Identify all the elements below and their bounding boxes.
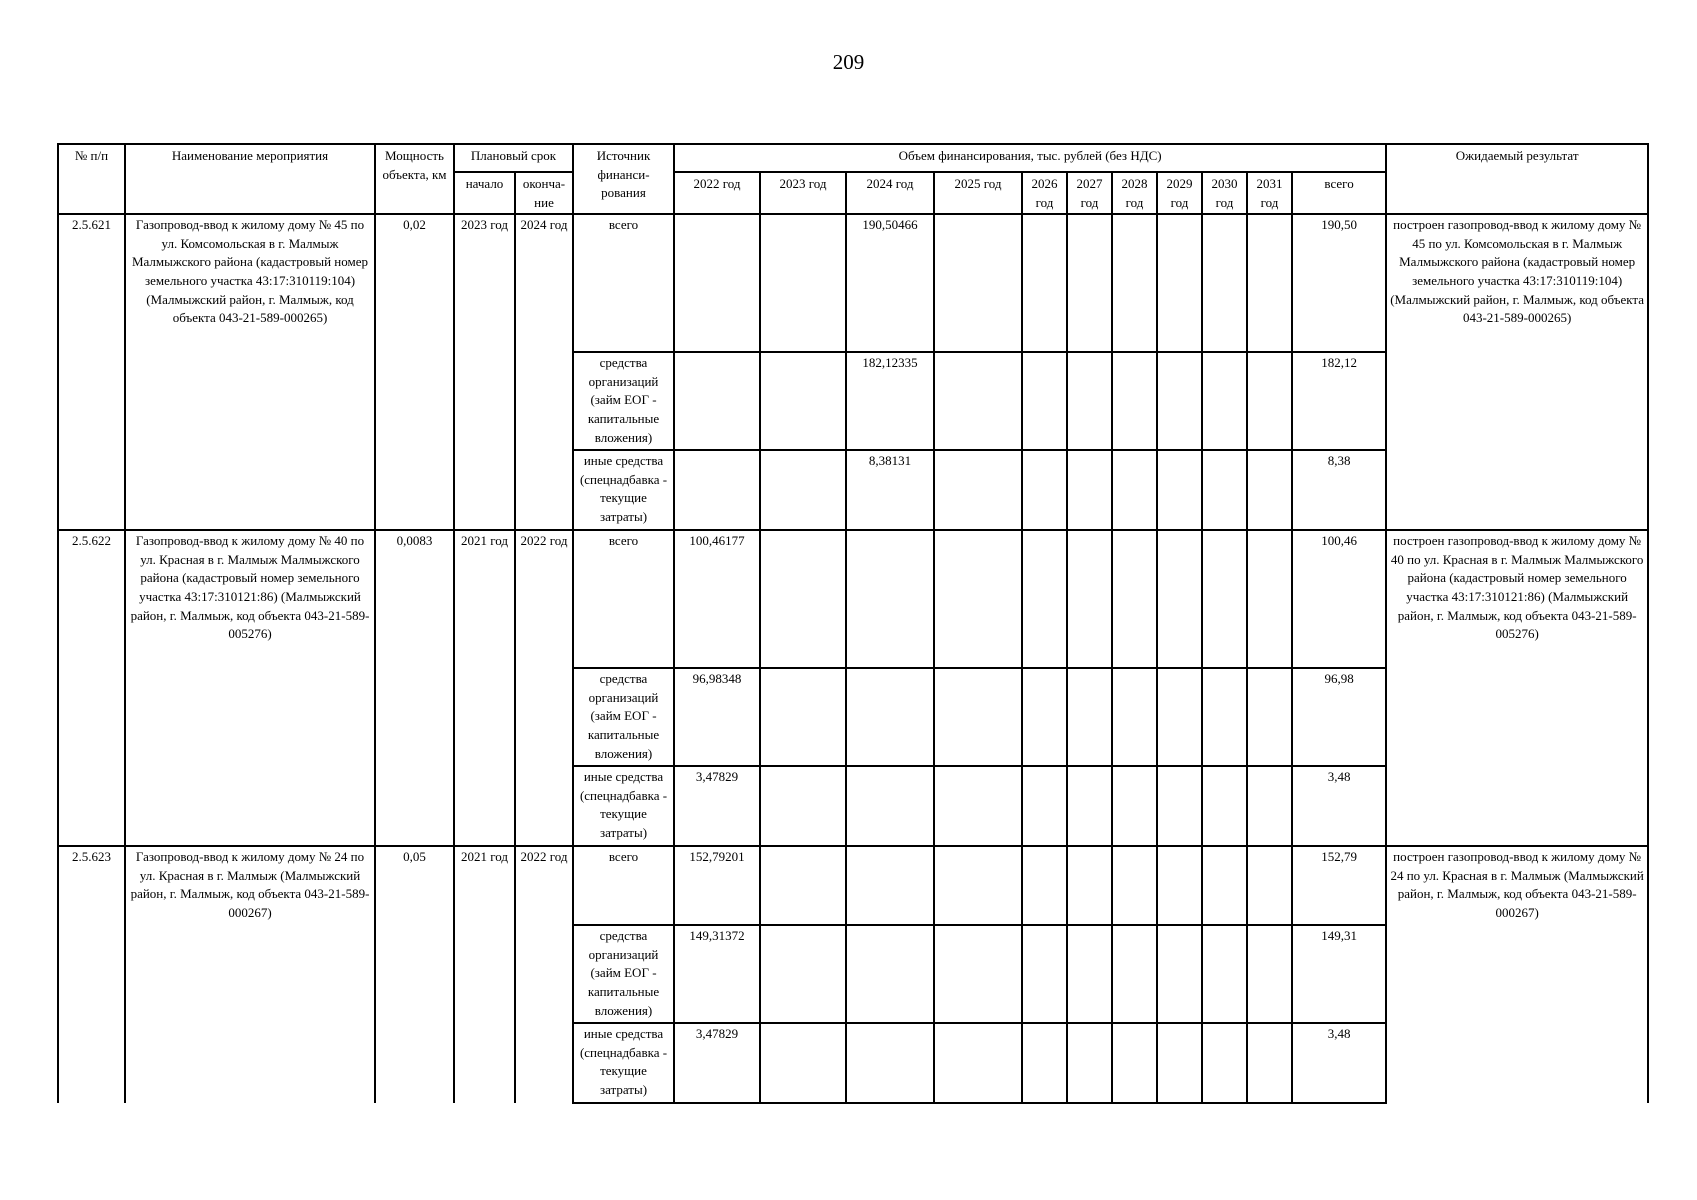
row-name: Газопровод-ввод к жилому дому № 40 по ул. Красная в г. Малмыж Малмыжского района (кадастровый номер земельного участка 43:17:310121:86) (Малмыжский район, г. Малмыж, код объекта 043-21-589-005276) [125, 530, 375, 846]
row-source: всего [573, 846, 674, 925]
cell-2022: 149,31372 [674, 925, 760, 1023]
header-year: 2030 год [1202, 172, 1247, 214]
row-name: Газопровод-ввод к жилому дому № 45 по ул. Комсомольская в г. Малмыж Малмыжского района (кадастровый номер земельного участка 43:17:310119:104) (Малмыжский район, г. Малмыж, код объекта 043-21-589-000265) [125, 214, 375, 530]
header-start: начало [454, 172, 515, 214]
header-num: № п/п [58, 144, 125, 214]
cell-total: 8,38 [1292, 450, 1386, 530]
table-row [58, 846, 1648, 925]
row-source: иные средства (спецнадбавка - текущие затраты) [573, 766, 674, 846]
header-year: 2027 год [1067, 172, 1112, 214]
cell-2022 [674, 450, 760, 530]
row-source: средства организаций (займ ЕОГ - капитальные вложения) [573, 668, 674, 766]
cell-total: 149,31 [1292, 925, 1386, 1023]
header-year: 2024 год [846, 172, 934, 214]
cell-2022 [674, 214, 760, 352]
cell-total: 182,12 [1292, 352, 1386, 450]
header-planned-term: Плановый срок [454, 144, 573, 172]
row-name: Газопровод-ввод к жилому дому № 24 по ул. Красная в г. Малмыж (Малмыжский район, г. Малмыж, код объекта 043-21-589-000267) [125, 846, 375, 1103]
row-start: 2021 год [454, 530, 515, 846]
row-source: средства организаций (займ ЕОГ - капитальные вложения) [573, 925, 674, 1023]
header-year: 2028 год [1112, 172, 1157, 214]
header-year: 2022 год [674, 172, 760, 214]
cell-total: 100,46 [1292, 530, 1386, 668]
cell-2024 [846, 530, 934, 668]
cell-2022: 152,79201 [674, 846, 760, 925]
cell-total: 96,98 [1292, 668, 1386, 766]
row-num: 2.5.621 [58, 214, 125, 530]
row-result: построен газопровод-ввод к жилому дому № 40 по ул. Красная в г. Малмыж Малмыжского района (кадастровый номер земельного участка 43:17:310121:86) (Малмыжский район, г. Малмыж, код объекта 043-21-589-005276) [1386, 530, 1648, 846]
cell-2022: 3,47829 [674, 766, 760, 846]
row-num: 2.5.623 [58, 846, 125, 1103]
cell-2022: 3,47829 [674, 1023, 760, 1103]
row-source: иные средства (спецнадбавка - текущие затраты) [573, 1023, 674, 1103]
cell-total: 3,48 [1292, 1023, 1386, 1103]
row-capacity: 0,05 [375, 846, 454, 1103]
row-num: 2.5.622 [58, 530, 125, 846]
row-start: 2023 год [454, 214, 515, 530]
header-end: оконча-ние [515, 172, 573, 214]
row-source: всего [573, 214, 674, 352]
header-name: Наименование мероприятия [125, 144, 375, 214]
row-end: 2022 год [515, 846, 573, 1103]
table-row [58, 530, 1648, 668]
header-year: 2029 год [1157, 172, 1202, 214]
row-result: построен газопровод-ввод к жилому дому № 45 по ул. Комсомольская в г. Малмыж Малмыжского района (кадастровый номер земельного участка 43:17:310119:104) (Малмыжский район, г. Малмыж, код объекта 043-21-589-000265) [1386, 214, 1648, 530]
row-start: 2021 год [454, 846, 515, 1103]
cell-2022: 100,46177 [674, 530, 760, 668]
cell-2024 [846, 925, 934, 1023]
table-header [58, 144, 1648, 214]
header-funding: Объем финансирования, тыс. рублей (без НДС) [674, 144, 1386, 172]
cell-2022 [674, 352, 760, 450]
cell-total: 3,48 [1292, 766, 1386, 846]
row-end: 2024 год [515, 214, 573, 530]
row-end: 2022 год [515, 530, 573, 846]
header-result: Ожидаемый результат [1386, 144, 1648, 214]
header-year: 2023 год [760, 172, 846, 214]
cell-2024: 8,38131 [846, 450, 934, 530]
page-number: 209 [832, 50, 865, 74]
cell-2022: 96,98348 [674, 668, 760, 766]
row-source: всего [573, 530, 674, 668]
header-year: 2026 год [1022, 172, 1067, 214]
row-capacity: 0,0083 [375, 530, 454, 846]
cell-2024 [846, 846, 934, 925]
cell-total: 190,50 [1292, 214, 1386, 352]
header-total: всего [1292, 172, 1386, 214]
cell-2024: 190,50466 [846, 214, 934, 352]
header-year: 2025 год [934, 172, 1022, 214]
row-source: средства организаций (займ ЕОГ - капитальные вложения) [573, 352, 674, 450]
row-capacity: 0,02 [375, 214, 454, 530]
header-year: 2031 год [1247, 172, 1292, 214]
table-row [58, 214, 1648, 352]
funding-table [57, 143, 1649, 1104]
cell-2024: 182,12335 [846, 352, 934, 450]
header-capacity: Мощность объекта, км [375, 144, 454, 214]
cell-2024 [846, 668, 934, 766]
row-result: построен газопровод-ввод к жилому дому № 24 по ул. Красная в г. Малмыж (Малмыжский район, г. Малмыж, код объекта 043-21-589-000267) [1386, 846, 1648, 1103]
cell-2024 [846, 1023, 934, 1103]
row-source: иные средства (спецнадбавка - текущие затраты) [573, 450, 674, 530]
header-source: Источник финанси-рования [573, 144, 674, 214]
cell-total: 152,79 [1292, 846, 1386, 925]
cell-2024 [846, 766, 934, 846]
